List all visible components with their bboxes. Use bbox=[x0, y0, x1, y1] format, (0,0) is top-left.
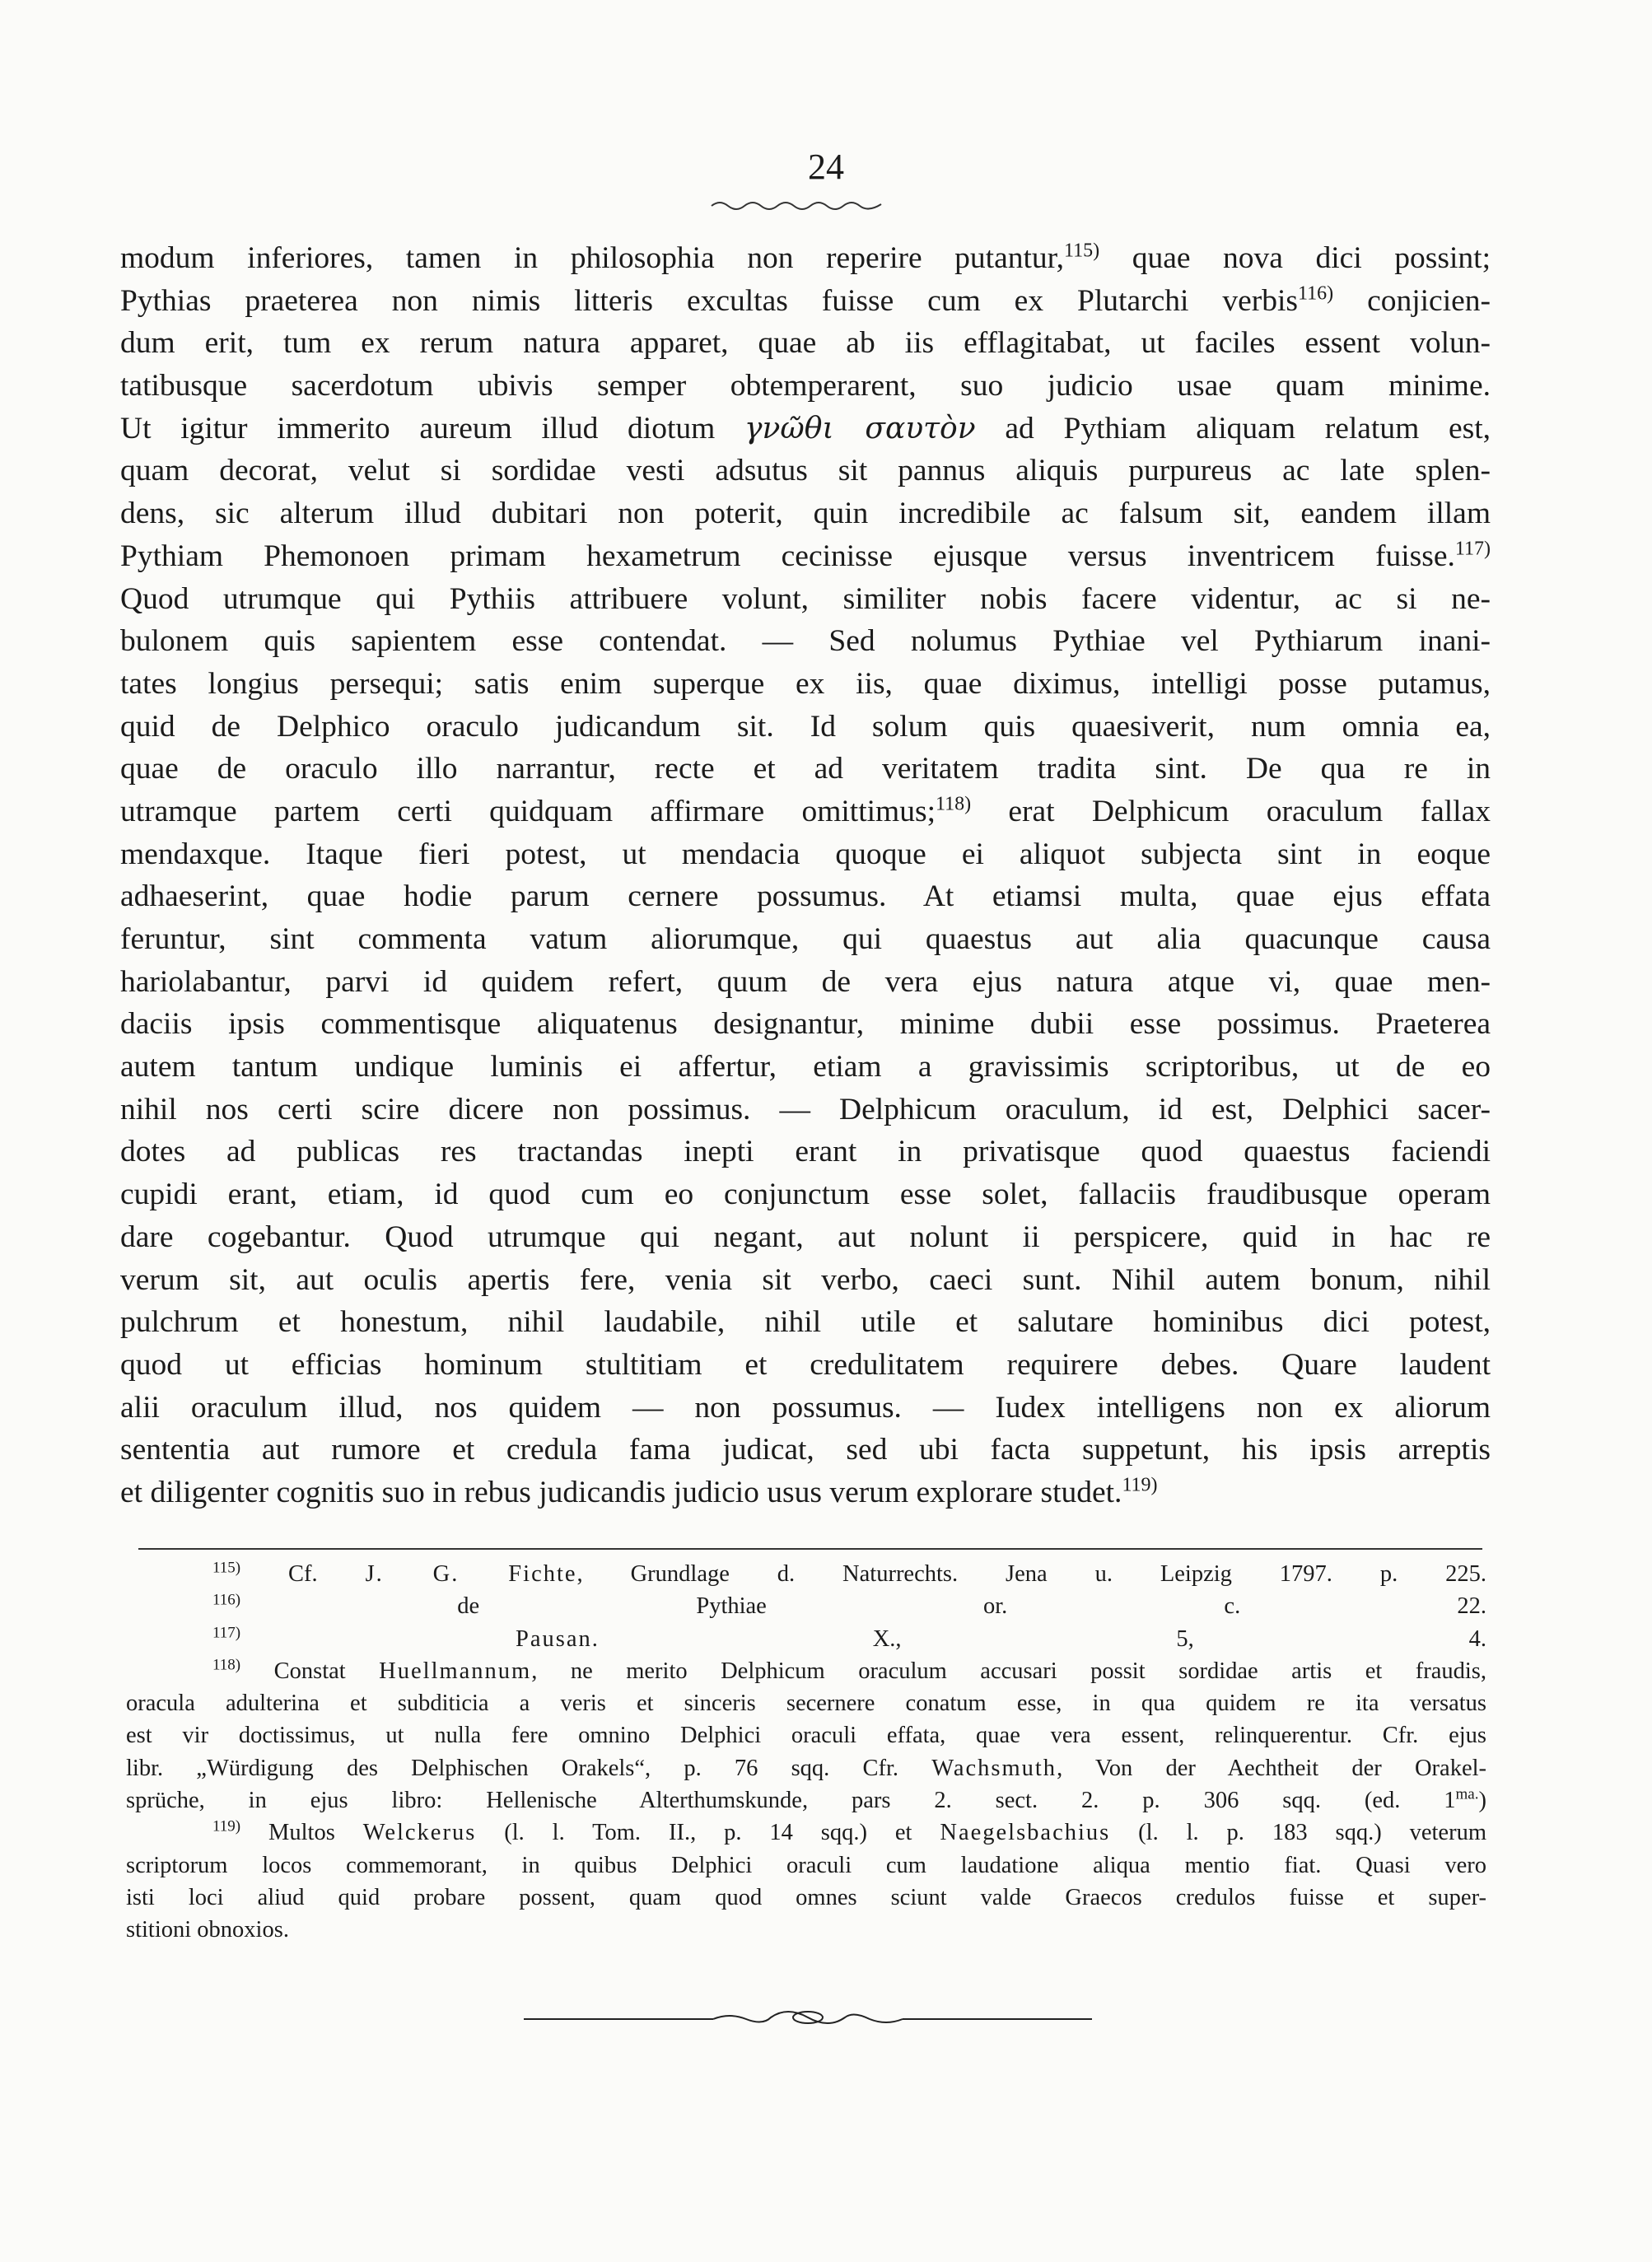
footnote-reference: 116) bbox=[1298, 282, 1334, 305]
footnote-text-run: libr. „Würdigung des Delphischen Orakels“, p. 76 sqq. Cfr. bbox=[126, 1755, 932, 1781]
body-line bbox=[120, 1344, 1491, 1387]
footnote-text-run: oracula adulterina et subditicia a veris et sinceris secernere conatum esse, in qua quidem re ita versatus bbox=[126, 1691, 1486, 1717]
footnote-text-run: , Von der Aechtheit der Orakel- bbox=[1057, 1755, 1487, 1781]
footnote-rule bbox=[138, 1548, 1482, 1550]
body-text-run: dens, sic alterum illud dubitari non poterit, quin incredibile ac falsum sit, eandem illam bbox=[120, 497, 1491, 531]
body-text-run: tates longius persequi; satis enim superque ex iis, quae diximus, intelligi posse putamus, bbox=[120, 666, 1491, 701]
author-name: Huellmannum bbox=[379, 1658, 532, 1684]
greek-phrase: γνῶθι σαυτὸν bbox=[744, 411, 976, 445]
footnote-line bbox=[126, 1590, 1486, 1622]
footnote-number: 115) bbox=[212, 1559, 241, 1577]
body-text-run: conjicien- bbox=[1333, 283, 1491, 318]
body-line bbox=[120, 748, 1491, 791]
body-text-run: quae de oraculo illo narrantur, recte et ad veritatem tradita sint. De qua re in bbox=[120, 752, 1491, 786]
footnote-line bbox=[126, 1817, 1486, 1849]
body-text-run: et diligenter cognitis suo in rebus judicandis judicio usus verum explorare studet. bbox=[120, 1475, 1122, 1509]
body-text-run: dotes ad publicas res tractandas inepti erant in privatisque quod quaestus faciendi bbox=[120, 1135, 1491, 1169]
superscript-text: ma. bbox=[1455, 1785, 1479, 1803]
author-name: J. G. Fichte bbox=[365, 1561, 577, 1587]
footnote-text-run: est vir doctissimus, ut nulla fere omnino Delphici oraculi effata, quae vera essent, relinquerentur. Cfr. ejus bbox=[126, 1723, 1486, 1749]
footnote-line bbox=[126, 1655, 1486, 1687]
body-text-run: Pythiam Phemonoen primam hexametrum cecinisse ejusque versus inventricem fuisse. bbox=[120, 539, 1455, 573]
footnote-text-run: scriptorum locos commemorant, in quibus Delphici oraculi cum laudatione aliqua mentio fiat. Quasi vero bbox=[126, 1852, 1486, 1878]
body-text-run: hariolabantur, parvi id quidem refert, quum de vera ejus natura atque vi, quae men- bbox=[120, 964, 1491, 999]
body-text-run: pulchrum et honestum, nihil laudabile, nihil utile et salutare hominibus dici potest, bbox=[120, 1305, 1491, 1340]
body-text-run: Pythias praeterea non nimis litteris excultas fuisse cum ex Plutarchi verbis bbox=[120, 283, 1299, 318]
body-line bbox=[120, 833, 1491, 876]
footnote-reference: 118) bbox=[936, 793, 972, 815]
body-text-run: quae nova dici possint; bbox=[1099, 241, 1491, 275]
body-line bbox=[120, 322, 1491, 365]
body-line bbox=[120, 1089, 1491, 1131]
footnote-line bbox=[126, 1687, 1486, 1719]
body-line bbox=[120, 961, 1491, 1004]
header-flourish bbox=[710, 196, 883, 216]
body-text-run: quod ut efficias hominum stultitiam et credulitatem requirere debes. Quare laudent bbox=[120, 1347, 1491, 1382]
body-line bbox=[120, 875, 1491, 918]
body-text-run: Quod utrumque qui Pythiis attribuere volunt, similiter nobis facere videntur, ac si ne- bbox=[120, 581, 1491, 616]
body-line bbox=[120, 1216, 1491, 1259]
body-text-run: Ut igitur immerito aureum illud diotum bbox=[120, 411, 745, 445]
footnote-line bbox=[126, 1914, 1486, 1946]
body-text-run: dum erit, tum ex rerum natura apparet, quae ab iis efflagitabat, ut faciles essent volun- bbox=[120, 326, 1491, 361]
body-line bbox=[120, 706, 1491, 749]
body-line bbox=[120, 1471, 1491, 1514]
footnote-text-run: , ne merito Delphicum oraculum accusari possit sordidae artis et fraudis, bbox=[531, 1658, 1486, 1684]
footnote-text-run bbox=[240, 1626, 516, 1652]
body-line bbox=[120, 237, 1491, 280]
footnote-text-run: Multos bbox=[240, 1820, 363, 1846]
body-text bbox=[120, 237, 1491, 1514]
body-text-run: feruntur, sint commenta vatum aliorumque, qui quaestus aut alia quacunque causa bbox=[120, 922, 1491, 956]
footnote-line bbox=[126, 1882, 1486, 1914]
footnote-text-run: , Grundlage d. Naturrechts. Jena u. Leipzig 1797. p. 225. bbox=[576, 1561, 1486, 1587]
footnote-number: 119) bbox=[212, 1817, 241, 1835]
body-line bbox=[120, 1387, 1491, 1429]
footnote-number: 116) bbox=[212, 1591, 241, 1609]
body-text-run: bulonem quis sapientem esse contendat. — Sed nolumus Pythiae vel Pythiarum inani- bbox=[120, 624, 1491, 659]
body-text-run: erat Delphicum oraculum fallax bbox=[971, 794, 1491, 828]
body-line bbox=[120, 1131, 1491, 1173]
body-text-run: ad Pythiam aliquam relatum est, bbox=[975, 411, 1491, 445]
body-line bbox=[120, 1429, 1491, 1471]
body-line bbox=[120, 1259, 1491, 1302]
footnote-reference: 117) bbox=[1454, 538, 1491, 560]
body-text-run: utramque partem certi quidquam affirmare omittimus; bbox=[120, 794, 936, 828]
footnote-text-run: ) bbox=[1478, 1788, 1486, 1814]
page-number: 24 bbox=[808, 147, 844, 187]
body-text-run: autem tantum undique luminis ei affertur, etiam a gravissimis scriptoribus, ut de eo bbox=[120, 1050, 1491, 1084]
author-name: Pausan bbox=[515, 1625, 592, 1652]
footnote-line bbox=[126, 1558, 1486, 1590]
body-text-run: mendaxque. Itaque fieri potest, ut mendacia quoque ei aliquot subjecta sint in eoque bbox=[120, 837, 1491, 871]
body-line bbox=[120, 492, 1491, 535]
footnote-line bbox=[126, 1719, 1486, 1751]
footnote-text-run: stitioni obnoxios. bbox=[126, 1917, 289, 1943]
footnotes bbox=[126, 1558, 1486, 1947]
author-name: Wachsmuth bbox=[931, 1755, 1057, 1781]
footnote-text-run: isti loci aliud quid probare possent, quam quod omnes sciunt valde Graecos credulos fuisse et super- bbox=[126, 1884, 1486, 1910]
body-text-run: quid de Delphico oraculo judicandum sit. Id solum quis quaesiverit, num omnia ea, bbox=[120, 709, 1491, 744]
footnote-text-run: de Pythiae or. c. 22. bbox=[240, 1593, 1486, 1620]
body-line bbox=[120, 918, 1491, 961]
body-text-run: adhaeserint, quae hodie parum cernere possumus. At etiamsi multa, quae ejus effata bbox=[120, 879, 1491, 914]
body-text-run: modum inferiores, tamen in philosophia non reperire putantur, bbox=[120, 241, 1065, 275]
body-line bbox=[120, 450, 1491, 492]
author-name: Naegelsbachius bbox=[940, 1820, 1111, 1846]
body-text-run: tatibusque sacerdotum ubivis semper obtemperarent, suo judicio usae quam minime. bbox=[120, 369, 1491, 403]
footnote-number: 118) bbox=[212, 1656, 241, 1674]
footnote-text-run: (l. l. Tom. II., p. 14 sqq.) et bbox=[476, 1820, 940, 1846]
footnote-line bbox=[126, 1784, 1486, 1817]
body-line bbox=[120, 1173, 1491, 1216]
body-text-run: verum sit, aut oculis apertis fere, venia sit verbo, caeci sunt. Nihil autem bonum, nihil bbox=[120, 1262, 1491, 1297]
body-line bbox=[120, 791, 1491, 833]
body-line bbox=[120, 620, 1491, 663]
body-line bbox=[120, 280, 1491, 323]
author-name: Welckerus bbox=[362, 1820, 477, 1846]
body-text-run: sententia aut rumore et credula fama judicat, sed ubi facta suppetunt, his ipsis arreptis bbox=[120, 1433, 1491, 1467]
footnote-number: 117) bbox=[212, 1624, 241, 1642]
body-line bbox=[120, 663, 1491, 706]
body-line bbox=[120, 1003, 1491, 1046]
footnote-text-run: sprüche, in ejus libro: Hellenische Alterthumskunde, pars 2. sect. 2. p. 306 sqq. (ed. 1 bbox=[126, 1788, 1456, 1814]
footnote-text-run: Constat bbox=[240, 1658, 380, 1684]
footnote-reference: 115) bbox=[1064, 240, 1100, 262]
body-text-run: daciis ipsis commentisque aliquatenus designantur, minime dubii esse possimus. Praeterea bbox=[120, 1007, 1491, 1042]
body-text-run: dare cogebantur. Quod utrumque qui negant, aut nolunt ii perspicere, quid in hac re bbox=[120, 1220, 1491, 1254]
body-text-run: cupidi erant, etiam, id quod cum eo conjunctum esse solet, fallaciis fraudibusque operam bbox=[120, 1178, 1491, 1212]
footnote-text-run: Cf. bbox=[240, 1561, 366, 1587]
body-line bbox=[120, 1046, 1491, 1089]
footnote-line bbox=[126, 1623, 1486, 1655]
body-line bbox=[120, 578, 1491, 621]
footnote-line bbox=[126, 1752, 1486, 1784]
body-text-run: alii oraculum illud, nos quidem — non possumus. — Iudex intelligens non ex aliorum bbox=[120, 1390, 1491, 1425]
body-line bbox=[120, 535, 1491, 578]
body-text-run: quam decorat, velut si sordidae vesti adsutus sit pannus aliquis purpureus ac late splen- bbox=[120, 454, 1491, 488]
footnote-line bbox=[126, 1849, 1486, 1882]
end-ornament bbox=[524, 2001, 1092, 2034]
footnote-text-run: . X., 5, 4. bbox=[591, 1625, 1486, 1652]
body-text-run: nihil nos certi scire dicere non possimus. — Delphicum oraculum, id est, Delphici sacer- bbox=[120, 1092, 1491, 1126]
footnote-reference: 119) bbox=[1122, 1474, 1158, 1496]
body-line bbox=[120, 1301, 1491, 1344]
footnote-text-run: (l. l. p. 183 sqq.) veterum bbox=[1110, 1820, 1486, 1846]
body-line bbox=[120, 365, 1491, 408]
body-line bbox=[120, 408, 1491, 450]
